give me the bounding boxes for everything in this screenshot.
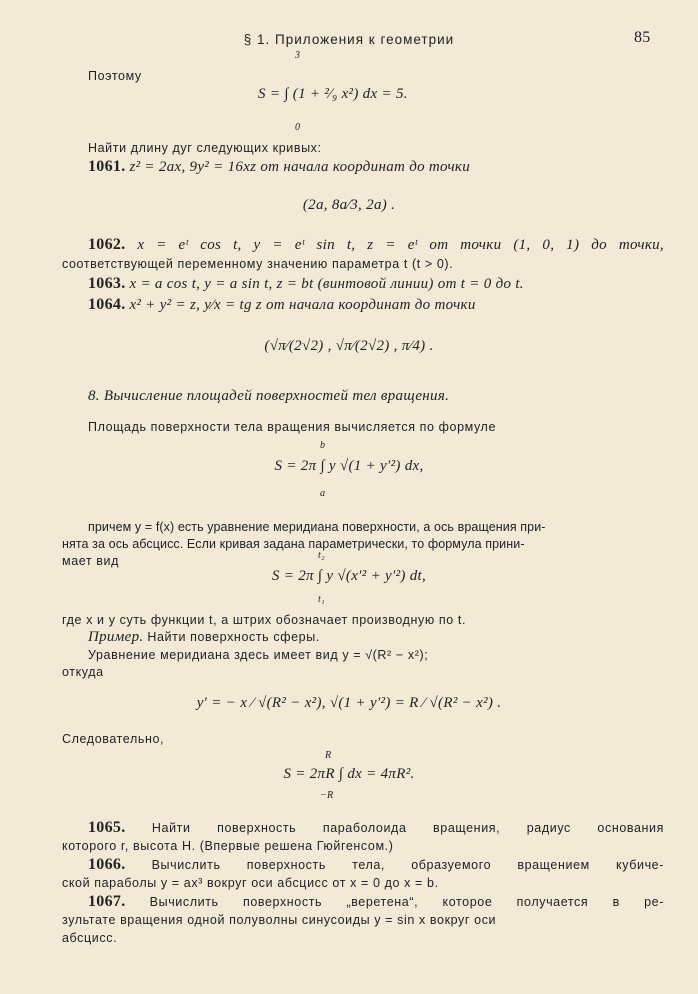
task-heading: Найти длину дуг следующих кривых: xyxy=(88,141,322,155)
problem-text: x² + y² = z, y⁄x = tg z от начала координат до точки xyxy=(129,297,476,313)
intro-formula: S = ∫ (1 + ²⁄₉ x²) dx = 5. xyxy=(258,86,408,102)
formula-surface-area: S = 2π ∫ y √(1 + y′²) dx, xyxy=(274,458,424,474)
problem-1063 xyxy=(88,275,524,293)
f1-lower-limit: a xyxy=(320,488,326,499)
where-text: где x и y суть функции t, а штрих обозначает производную по t. xyxy=(62,613,467,627)
integral-upper-limit: 3 xyxy=(295,50,301,61)
page-number: 85 xyxy=(634,29,651,46)
problem-line: зультате вращения одной полуволны синусоиды y = sin x вокруг оси xyxy=(62,913,497,927)
section-intro: Площадь поверхности тела вращения вычисляется по формуле xyxy=(88,420,496,434)
example-text: Найти поверхность сферы. xyxy=(147,630,320,644)
problem-number: 1063. xyxy=(88,275,126,292)
meridian-text: Уравнение меридиана здесь имеет вид y = √(R² − x²); xyxy=(88,648,429,662)
whence-text: откуда xyxy=(62,665,104,679)
hence-text: Следовательно, xyxy=(62,732,165,746)
problem-number: 1062. xyxy=(88,236,126,253)
problem-1064-point: (√π⁄(2√2) , √π⁄(2√2) , π⁄4) . xyxy=(264,338,434,354)
para-line: мает вид xyxy=(62,554,119,568)
problem-1066 xyxy=(88,856,664,874)
para-line: причем y = f(x) есть уравнение меридиана поверхности, а ось вращения при- xyxy=(88,520,546,534)
problem-1065 xyxy=(88,819,664,837)
f1-upper-limit: b xyxy=(320,440,326,451)
running-header: § 1. Приложения к геометрии xyxy=(243,32,455,47)
problem-number: 1064. xyxy=(88,296,126,313)
integral-lower-limit: 0 xyxy=(295,122,301,133)
problem-1064 xyxy=(88,296,476,314)
f4-lower-limit: −R xyxy=(320,790,334,801)
problem-number: 1067. xyxy=(88,893,126,910)
problem-number: 1066. xyxy=(88,856,126,873)
problem-1061 xyxy=(88,158,470,176)
problem-text: Найти поверхность параболоида вращения, радиус основания xyxy=(151,821,664,835)
example xyxy=(88,629,320,646)
problem-text: x = a cos t, y = a sin t, z = bt (винтовой линии) от t = 0 до t. xyxy=(129,276,524,292)
example-label: Пример. xyxy=(88,629,144,645)
problem-1067 xyxy=(88,893,664,911)
problem-number: 1061. xyxy=(88,158,126,175)
f2-lower-limit: t₁ xyxy=(318,594,325,605)
problem-text: x = eᵗ cos t, y = eᵗ sin t, z = eᵗ от точки (1, 0, 1) до точки, xyxy=(137,237,664,253)
f4-upper-limit: R xyxy=(325,750,332,761)
problem-text: Вычислить поверхность „веретена“, которое получается в ре- xyxy=(149,895,664,909)
problem-line: которого r, высота H. (Впервые решена Гюйгенсом.) xyxy=(62,839,394,853)
f2-upper-limit: t₂ xyxy=(318,550,325,561)
formula-parametric: S = 2π ∫ y √(x′² + y′²) dt, xyxy=(271,568,427,584)
problem-line: абсцисс. xyxy=(62,931,118,945)
problem-1061-point: (2a, 8a⁄3, 2a) . xyxy=(302,197,396,213)
problem-number: 1065. xyxy=(88,819,126,836)
para-line: нята за ось абсцисс. Если кривая задана параметрически, то формула прини- xyxy=(62,537,525,551)
section-title: 8. Вычисление площадей поверхностей тел вращения. xyxy=(88,388,450,404)
problem-1062 xyxy=(88,236,664,254)
problem-text: z² = 2ax, 9y² = 16xz от начала координат до точки xyxy=(129,159,471,175)
problem-text: Вычислить поверхность тела, образуемого вращением кубиче- xyxy=(151,858,664,872)
problem-line: ской параболы y = ax³ вокруг оси абсцисс от x = 0 до x = b. xyxy=(62,876,439,890)
formula-derivative: y′ = − x ⁄ √(R² − x²), √(1 + y′²) = R ⁄ √(R² − x²) . xyxy=(196,695,502,711)
formula-sphere: S = 2πR ∫ dx = 4πR². xyxy=(283,766,415,782)
problem-1062-cont: соответствующей переменному значению параметра t (t > 0). xyxy=(62,257,454,271)
intro-label: Поэтому xyxy=(88,69,142,83)
